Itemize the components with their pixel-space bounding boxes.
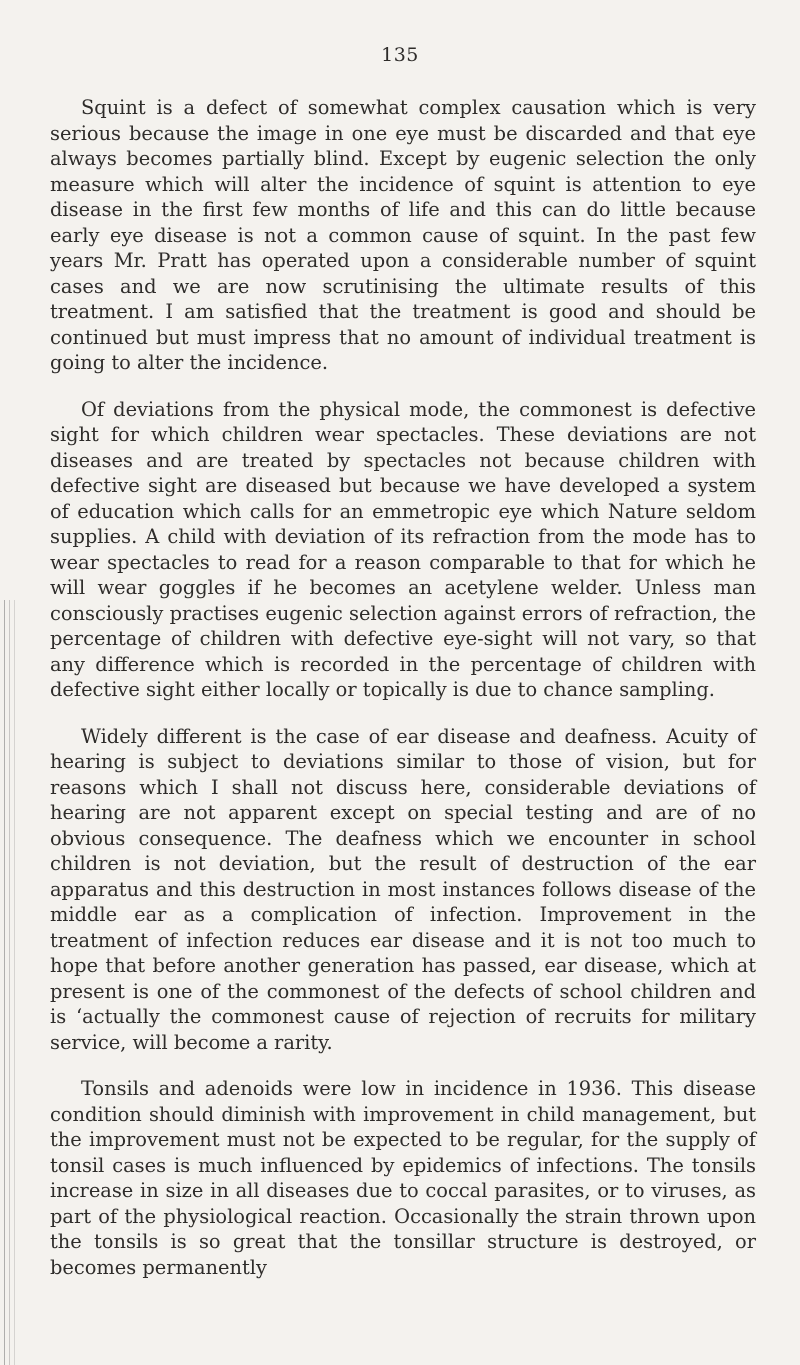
binding-edge-shadow xyxy=(0,600,30,1365)
paragraph-tonsils: Tonsils and adenoids were low in incidence in 1936. This disease condition should diminish with improvement in child management, but the improvement must not be expected to be regular, for the supply of tonsil cases is much influenced by epidemics of infections. The tonsils increase in size in all diseases due to coccal parasites, or to viruses, as part of the physiological reaction. Occasionally the strain thrown upon the tonsils is so great that the tonsillar structure is destroyed, or becomes permanently xyxy=(50,1077,756,1279)
body-text xyxy=(50,95,756,1301)
paragraph-squint: Squint is a defect of somewhat complex causation which is very serious because the image in one eye must be discarded and that eye always becomes partially blind. Except by eugenic selection the only measure which will alter the incidence of squint is attention to eye disease in the first few months of life and this can do little because early eye disease is not a common cause of squint. In the past few years Mr. Pratt has operated upon a considerable number of squint cases and we are now scrutinising the ultimate results of this treatment. I am satisfied that the treatment is good and should be continued but must impress that no amount of individual treatment is going to alter the incidence. xyxy=(50,96,756,374)
paragraph-ear-disease: Widely different is the case of ear disease and deafness. Acuity of hearing is subject to deviations similar to those of vision, but for reasons which I shall not discuss here, considerable deviations of hearing are not apparent except on special testing and are of no obvious consequence. The deafness which we encounter in school children is not deviation, but the result of destruction of the ear apparatus and this destruction in most instances follows disease of the middle ear as a complication of infection. Improvement in the treatment of infection reduces ear disease and it is not too much to hope that before another generation has passed, ear disease, which at present is one of the commonest of the defects of school children and is ‘actually the commonest cause of rejection of recruits for military service, will become a rarity. xyxy=(50,724,756,1054)
paragraph-defective-sight: Of deviations from the physical mode, the commonest is defective sight for which children wear spectacles. These deviations are not diseases and are treated by spectacles not because children with defective sight are diseased but because we have developed a system of education which calls for an emmetropic eye which Nature seldom supplies. A child with deviation of its refraction from the mode has to wear spectacles to read for a reason comparable to that for which he will wear goggles if he becomes an acetylene welder. Unless man consciously practises eugenic selection against errors of refraction, the percentage of children with defective eye-sight will not vary, so that any difference which is recorded in the percentage of children with defective sight either locally or topically is due to chance sampling. xyxy=(50,397,756,701)
page-number: 135 xyxy=(381,44,419,66)
